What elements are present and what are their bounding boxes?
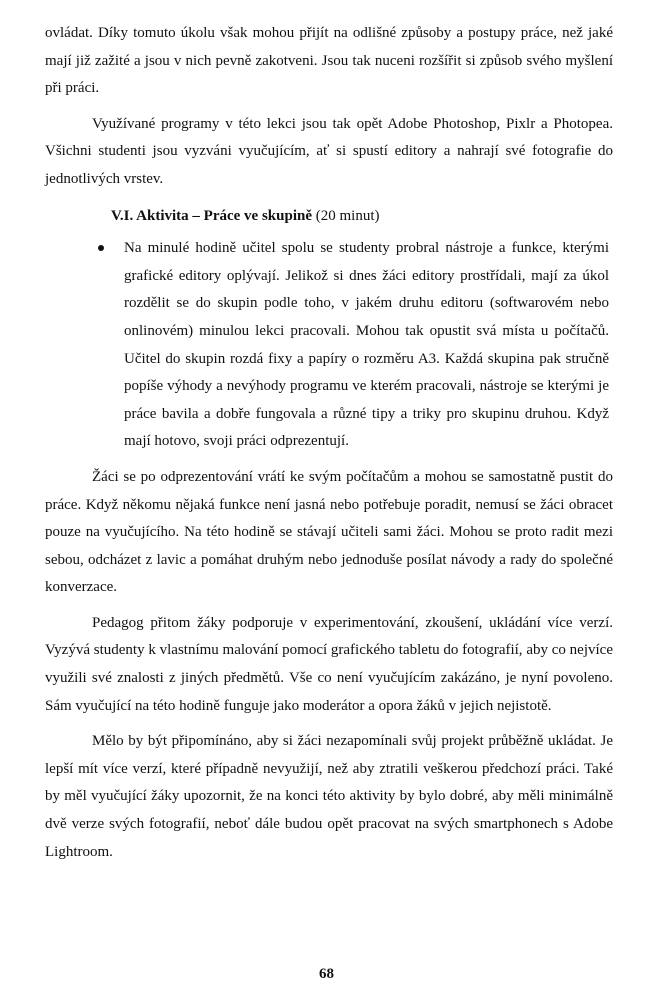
document-page — [45, 20, 613, 866]
paragraph-pedagog: Pedagog přitom žáky podporuje v experimentování, zkoušení, ukládání více verzí. Vyzývá studenty k vlastnímu malování pomocí grafického tabletu do fotografií, aby co nejvíce využili své znalosti z jiných předmětů. Vše co není vyučujícím zakázáno, je nyní povoleno. Sám vyučující na této hodině funguje jako moderátor a opora žáků v jejich nejistotě. — [45, 614, 613, 714]
bullet-text: Na minulé hodině učitel spolu se studenty probral nástroje a funkce, kterými grafické editory oplývají. Jelikož si dnes žáci editory prostřídali, mají za úkol rozdělit se do skupin podle toho, v jakém druhu editoru (softwarovém nebo onlinovém) minulou lekci pracovali. Mohou tak opustit svá místa u počítačů. Učitel do skupin rozdá fixy a papíry o rozměru A3. Každá skupina pak stručně popíše výhody a nevýhody programu ve kterém pracovali, nástroje se kterými je práce bavila a dobře fungovala a různé tipy a triky pro skupinu druhou. Když mají hotovo, svoji práci odprezentují. — [124, 240, 609, 450]
paragraph-continuation: ovládat. Díky tomuto úkolu však mohou přijít na odlišné způsoby a postupy práce, než jaké mají již zažité a jsou v nich pevně zakotveni. Jsou tak nuceni rozšířit si způsob svého myšlení při práci. — [45, 25, 613, 97]
heading-duration: (20 minut) — [311, 207, 380, 224]
section-heading — [111, 203, 613, 231]
list-item — [124, 235, 609, 456]
bullet-list — [45, 235, 613, 456]
bullet-dot-icon — [98, 245, 104, 251]
paragraph-programs: Využívané programy v této lekci jsou tak opět Adobe Photoshop, Pixlr a Photopea. Všichni studenti jsou vyzváni vyučujícím, ať si spustí editory a nahrají své fotografie do jednotlivých vrstev. — [45, 115, 613, 187]
paragraph-after-presentation: Žáci se po odprezentování vrátí ke svým počítačům a mohou se samostatně pustit do práce. Když někomu nějaká funkce není jasná nebo potřebuje poradit, nemusí se žáci obracet pouze na vyučujícího. Na této hodině se stávají učiteli sami žáci. Mohou se proto radit mezi sebou, odcházet z lavic a pomáhat druhým nebo jednoduše posílat návody a rady do společné konverzace. — [45, 468, 613, 596]
page-number: 68 — [319, 966, 334, 982]
heading-title: V.I. Aktivita – Práce ve skupině — [111, 207, 312, 224]
paragraph-saving: Mělo by být připomínáno, aby si žáci nezapomínali svůj projekt průběžně ukládat. Je lepší mít více verzí, které případně nevyužijí, než aby ztratili veškerou předchozí práci. Také by měl vyučující žáky upozornit, že na konci této aktivity by bylo dobré, aby měli minimálně dvě verze svých fotografií, neboť dále budou opět pracovat na svých smartphonech s Adobe Lightroom. — [45, 733, 613, 860]
